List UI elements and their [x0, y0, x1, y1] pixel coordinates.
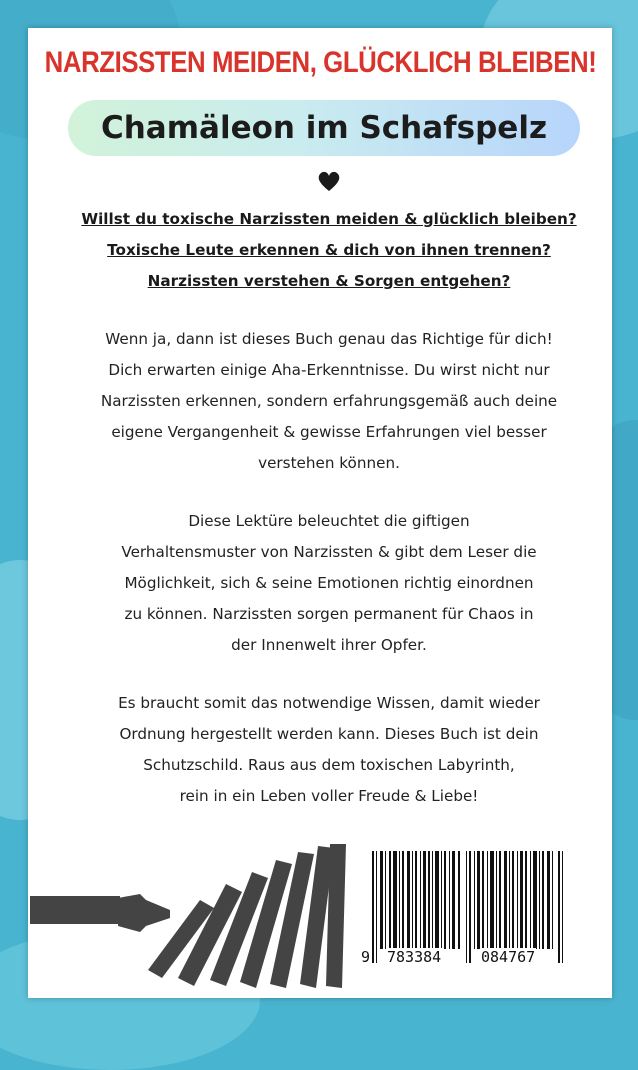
blurb-line: eigene Vergangenheit & gewisse Erfahrungen viel besser: [111, 423, 547, 441]
blurb-line: Schutzschild. Raus aus dem toxischen Labyrinth,: [143, 756, 515, 774]
blurb-paragraph: [40, 688, 618, 812]
barcode-bars: [360, 843, 582, 963]
blurb-line: zu können. Narzissten sorgen permanent für Chaos in: [124, 605, 534, 623]
blurb-line: der Innenwelt ihrer Opfer.: [231, 636, 427, 654]
question-list: [40, 204, 618, 297]
book-subtitle: Chamäleon im Schafspelz: [100, 110, 547, 146]
heart-icon: [317, 170, 341, 192]
isbn-digits-right: 084767: [481, 948, 536, 966]
blurb-paragraph: [40, 506, 618, 661]
isbn-barcode: [360, 843, 582, 973]
blurb-line: verstehen können.: [258, 454, 400, 472]
question-line: Toxische Leute erkennen & dich von ihnen trennen?: [107, 241, 551, 259]
subtitle-pill: [68, 100, 580, 156]
blurb-line: Es braucht somit das notwendige Wissen, damit wieder: [118, 694, 540, 712]
isbn-digits-left: 783384: [387, 948, 442, 966]
blurb-line: Ordnung hergestellt werden kann. Dieses Buch ist dein: [119, 725, 539, 743]
isbn-digit-first: 9: [361, 948, 371, 966]
blurb-line: rein in ein Leben voller Freude & Liebe!: [179, 787, 479, 805]
question-line: Willst du toxische Narzissten meiden & glücklich bleiben?: [81, 210, 577, 228]
blurb-line: Diese Lektüre beleuchtet die giftigen: [188, 512, 470, 530]
blurb-paragraph: [40, 324, 618, 479]
falling-dominoes-icon: [0, 830, 360, 990]
blurb-line: Möglichkeit, sich & seine Emotionen richtig einordnen: [124, 574, 534, 592]
blurb-line: Narzissten erkennen, sondern erfahrungsgemäß auch deine: [100, 392, 558, 410]
blurb-line: Verhaltensmuster von Narzissten & gibt dem Leser die: [121, 543, 537, 561]
blurb-line: Wenn ja, dann ist dieses Buch genau das Richtige für dich!: [105, 330, 553, 348]
cover-headline: NARZISSTEN MEIDEN, GLÜCKLICH BLEIBEN!: [44, 46, 597, 79]
blurb-line: Dich erwarten einige Aha-Erkenntnisse. Du wirst nicht nur: [108, 361, 550, 379]
question-line: Narzissten verstehen & Sorgen entgehen?: [147, 272, 511, 290]
